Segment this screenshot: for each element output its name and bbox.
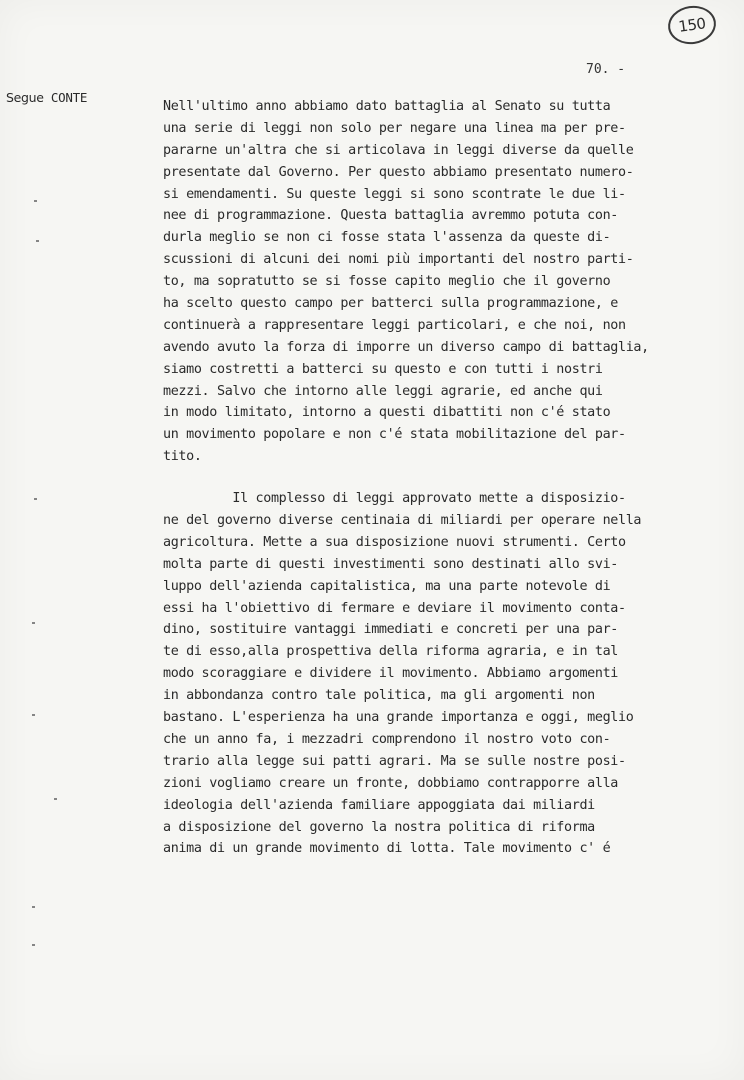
margin-mark [32,944,35,946]
paragraph-2 [163,488,738,860]
margin-mark [54,798,57,800]
text-line: ideologia dell'azienda familiare appoggiata dai miliardi [163,797,595,813]
speaker-label-name: CONTE [50,90,88,105]
text-line: zioni vogliamo creare un fronte, dobbiamo contrapporre alla [163,775,618,791]
text-line: avendo avuto la forza di imporre un diverso campo di battaglia, [163,339,649,355]
margin-mark [34,200,37,202]
margin-mark [36,240,39,242]
text-line: bastano. L'esperienza ha una grande importanza e oggi, meglio [163,710,634,726]
text-line: dino, sostituire vantaggi immediati e concreti per una par- [163,622,618,638]
text-line: nee di programmazione. Questa battaglia avremmo potuta con- [163,208,618,224]
text-line: anima di un grande movimento di lotta. Tale movimento c' é [163,841,611,857]
text-line: modo scoraggiare e dividere il movimento. Abbiamo argomenti [163,666,618,682]
text-line: ne del governo diverse centinaia di miliardi per operare nella [163,513,642,529]
text-line: trario alla legge sui patti agrari. Ma se sulle nostre posi- [163,753,626,769]
text-line: tito. [163,449,202,465]
text-line: durla meglio se non ci fosse stata l'assenza da queste di- [163,230,611,246]
text-line: luppo dell'azienda capitalistica, ma una parte notevole di [163,578,611,594]
margin-mark [32,906,35,908]
text-line: molta parte di questi investimenti sono destinati allo svi- [163,556,618,572]
text-line: a disposizione del governo la nostra politica di riforma [163,819,595,835]
text-line: Il complesso di leggi approvato mette a disposizio- [163,491,626,507]
text-line: in modo limitato, intorno a questi dibattiti non c'é stato [163,405,611,421]
speaker-label-prefix: Segue [6,90,44,105]
text-line: mezzi. Salvo che intorno alle leggi agrarie, ed anche qui [163,383,603,399]
text-line: te di esso,alla prospettiva della riforma agraria, e in tal [163,644,618,660]
text-line: una serie di leggi non solo per negare una linea ma per pre- [163,120,626,136]
page-number: 70. - [586,62,626,77]
text-line: essi ha l'obiettivo di fermare e deviare il movimento conta- [163,600,626,616]
speaker-label [6,90,87,105]
text-line: Nell'ultimo anno abbiamo dato battaglia al Senato su tutta [163,99,611,114]
text-line: agricoltura. Mette a sua disposizione nuovi strumenti. Certo [163,534,626,550]
text-line: continuerà a rappresentare leggi particolari, e che noi, non [163,317,626,333]
margin-mark [32,714,35,716]
text-line: si emendamenti. Su queste leggi si sono scontrate le due li- [163,186,626,202]
margin-mark [34,498,37,500]
body-text [163,96,738,860]
paragraph-1 [163,96,738,468]
text-line: ha scelto questo campo per batterci sulla programmazione, e [163,296,618,312]
archive-stamp [666,3,719,47]
text-line: scussioni di alcuni dei nomi più importanti del nostro parti- [163,252,634,268]
text-line: siamo costretti a batterci su questo e con tutti i nostri [163,361,603,377]
stamp-number: 150 [677,14,707,36]
margin-mark [32,622,35,624]
text-line: pararne un'altra che si articolava in leggi diverse da quelle [163,142,634,158]
text-line: in abbondanza contro tale politica, ma gli argomenti non [163,688,595,704]
text-line: che un anno fa, i mezzadri comprendono il nostro voto con- [163,731,611,747]
text-line: presentate dal Governo. Per questo abbiamo presentato numero- [163,164,634,180]
text-line: un movimento popolare e non c'é stata mobilitazione del par- [163,427,626,443]
text-line: to, ma sopratutto se si fosse capito meglio che il governo [163,274,611,290]
